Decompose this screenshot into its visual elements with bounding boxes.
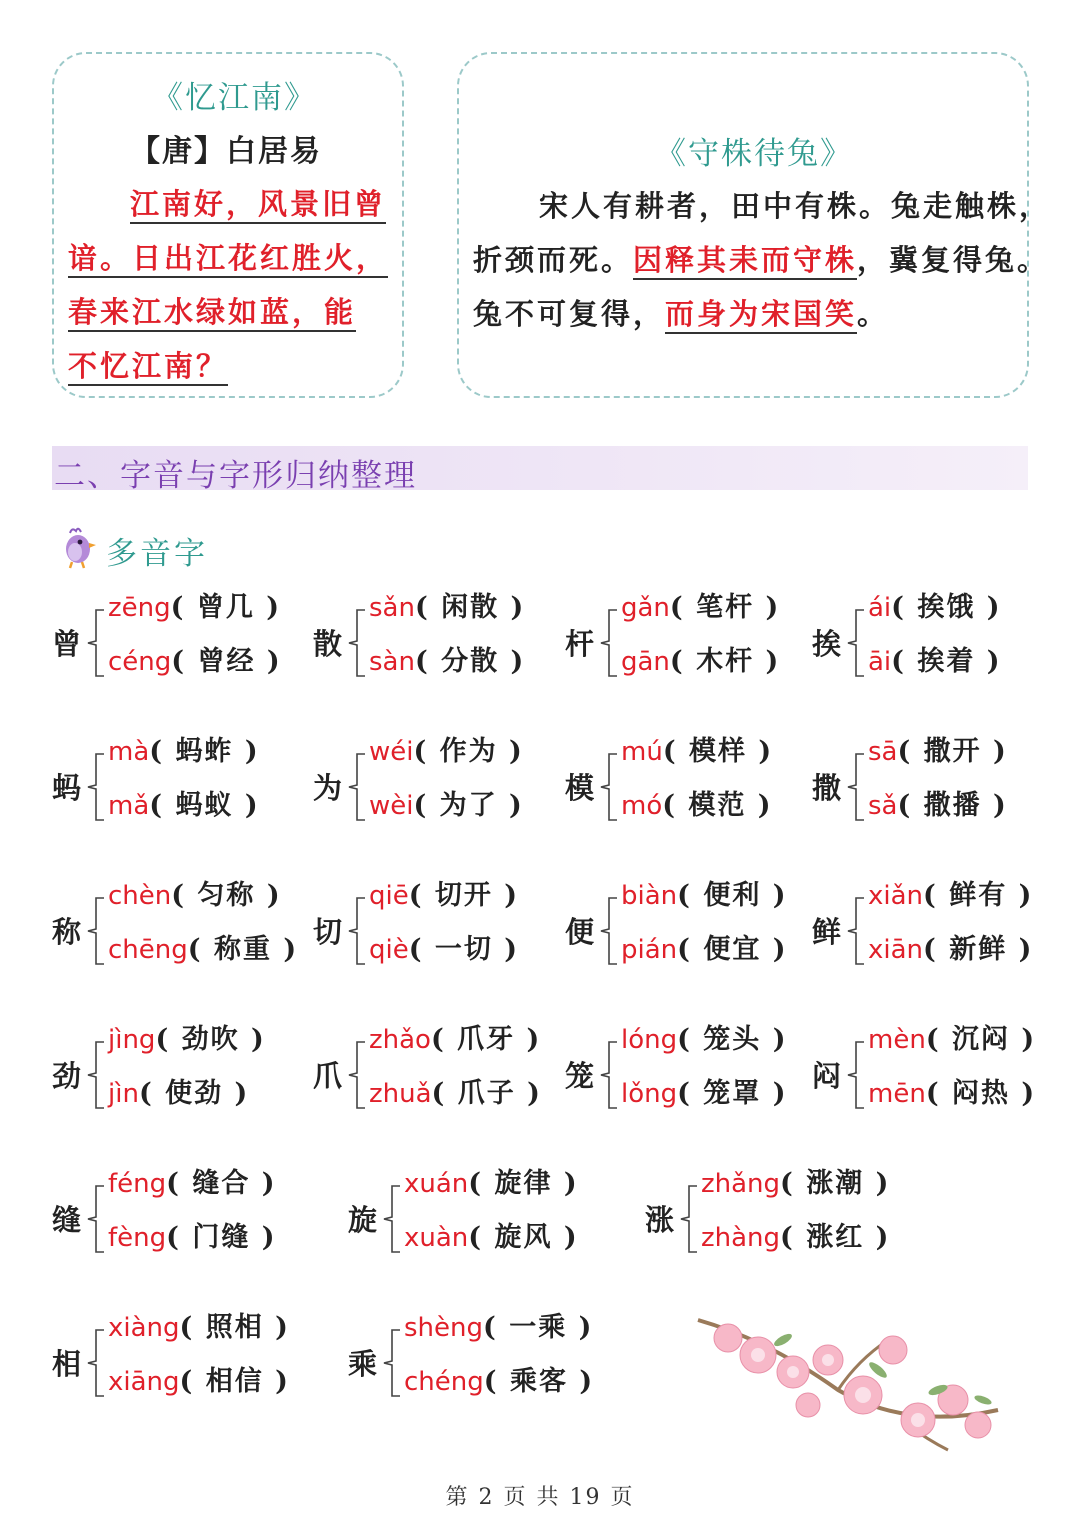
example-word: ( 称重 ) <box>187 934 299 965</box>
polyphone-entry <box>52 734 302 844</box>
example-word: ( 蚂蚁 ) <box>149 790 260 821</box>
polyphone-char: 散 <box>313 627 343 661</box>
polyphone-entry <box>52 1166 302 1276</box>
example-word: ( 分散 ) <box>414 646 526 677</box>
polyphone-entry <box>52 1022 302 1132</box>
polyphone-entry <box>52 1310 302 1420</box>
highlighted-text: 因释其耒而守株 <box>633 243 857 280</box>
polyphone-char: 旋 <box>348 1203 378 1237</box>
polyphone-char: 称 <box>52 915 82 949</box>
example-word: ( 便宜 ) <box>677 934 788 965</box>
brace-icon <box>86 1040 108 1110</box>
brace-icon <box>599 608 621 678</box>
polyphone-entry <box>812 878 1062 988</box>
reading-line <box>108 1166 277 1202</box>
flower-branch-illustration <box>688 1300 1008 1460</box>
polyphone-char: 相 <box>52 1347 82 1381</box>
example-word: ( 曾经 ) <box>171 646 282 677</box>
brace-icon <box>86 752 108 822</box>
pinyin: chēng <box>108 935 188 965</box>
pinyin: mēn <box>868 1079 926 1109</box>
pinyin: wéi <box>369 737 414 767</box>
reading-line <box>108 932 298 968</box>
polyphone-char: 切 <box>313 915 343 949</box>
reading-line <box>108 788 260 824</box>
polyphone-entry <box>645 1166 895 1276</box>
polyphone-char: 撒 <box>812 771 842 805</box>
poem-text: 宋人有耕者，田中有株。兔走触株， <box>539 189 1052 223</box>
brace-icon <box>599 1040 621 1110</box>
reading-line <box>868 788 1008 824</box>
brace-icon <box>347 608 369 678</box>
example-word: ( 切开 ) <box>408 880 520 911</box>
reading-line <box>868 1022 1036 1058</box>
reading-line <box>701 1220 890 1256</box>
polyphone-entry <box>565 1022 815 1132</box>
polyphone-char: 闷 <box>812 1059 842 1093</box>
example-word: ( 模样 ) <box>662 736 774 767</box>
reading-line <box>369 734 524 770</box>
reading-line <box>868 878 1033 914</box>
pinyin: xiàng <box>108 1313 180 1343</box>
polyphone-entry <box>565 590 815 700</box>
reading-line <box>369 590 525 626</box>
example-word: ( 乘客 ) <box>483 1366 595 1397</box>
pinyin: sǎn <box>369 593 415 623</box>
polyphone-char: 杆 <box>565 627 595 661</box>
reading-line <box>404 1166 579 1202</box>
brace-icon <box>86 896 108 966</box>
polyphone-char: 蚂 <box>52 771 82 805</box>
pinyin: sā <box>868 737 898 767</box>
example-word: ( 笼罩 ) <box>677 1078 788 1109</box>
highlighted-text: 江南好，风景旧曾 <box>130 187 386 224</box>
brace-icon <box>347 752 369 822</box>
pinyin: biàn <box>621 881 678 911</box>
example-word: ( 模范 ) <box>662 790 773 821</box>
pinyin: gǎn <box>621 593 670 623</box>
polyphone-char: 挨 <box>812 627 842 661</box>
reading-line <box>621 932 788 968</box>
example-word: ( 一乘 ) <box>483 1312 594 1343</box>
poem2-title: 《守株待兔》 <box>655 136 853 172</box>
poem-text: 兔不可复得， <box>473 297 666 331</box>
polyphone-entry <box>812 590 1062 700</box>
section-title: 二、字音与字形归纳整理 <box>54 458 417 494</box>
poem-text: 折颈而死。 <box>473 243 634 277</box>
pinyin: pián <box>621 935 678 965</box>
pinyin: jìn <box>108 1079 139 1109</box>
example-word: ( 一切 ) <box>408 934 520 965</box>
poem-text: 。 <box>857 297 890 331</box>
example-word: ( 爪子 ) <box>431 1078 542 1109</box>
reading-line <box>369 788 524 824</box>
pinyin: mó <box>621 791 663 821</box>
reading-line <box>108 1310 290 1346</box>
polyphone-char: 为 <box>313 771 343 805</box>
reading-line <box>868 734 1008 770</box>
pinyin: qiē <box>369 881 409 911</box>
pinyin: xuàn <box>404 1223 469 1253</box>
example-word: ( 撒开 ) <box>897 736 1008 767</box>
pinyin: fèng <box>108 1223 167 1253</box>
reading-line <box>404 1310 593 1346</box>
reading-line <box>108 1076 249 1112</box>
polyphone-entry <box>348 1166 598 1276</box>
reading-line <box>108 878 282 914</box>
example-word: ( 闷热 ) <box>925 1078 1037 1109</box>
polyphone-entry <box>812 734 1062 844</box>
example-word: ( 撒播 ) <box>897 790 1008 821</box>
poem-box-shouzhudaitu <box>457 52 1052 398</box>
pinyin: qiè <box>369 935 409 965</box>
pinyin: zhǎng <box>701 1169 781 1199</box>
reading-line <box>621 734 773 770</box>
poem2-line <box>539 184 1051 225</box>
example-word: ( 挨饿 ) <box>891 592 1002 623</box>
example-word: ( 便利 ) <box>677 880 788 911</box>
brace-icon <box>347 896 369 966</box>
example-word: ( 木杆 ) <box>669 646 781 677</box>
pinyin: ái <box>868 593 892 623</box>
poem1-line <box>130 182 386 223</box>
brace-icon <box>86 1328 108 1398</box>
reading-line <box>868 1076 1036 1112</box>
pinyin: sàn <box>369 647 415 677</box>
reading-line <box>369 1022 541 1058</box>
polyphone-char: 缝 <box>52 1203 82 1237</box>
reading-line <box>621 590 780 626</box>
example-word: ( 笼头 ) <box>677 1024 788 1055</box>
poem2-line <box>473 238 1049 279</box>
reading-line <box>621 788 773 824</box>
pinyin: céng <box>108 647 172 677</box>
polyphone-entry <box>565 878 815 988</box>
example-word: ( 旋风 ) <box>468 1222 579 1253</box>
polyphone-entry <box>313 734 563 844</box>
example-word: ( 爪牙 ) <box>430 1024 542 1055</box>
brace-icon <box>86 1184 108 1254</box>
brace-icon <box>86 608 108 678</box>
example-word: ( 劲吹 ) <box>155 1024 266 1055</box>
polyphone-char: 乘 <box>348 1347 378 1381</box>
pinyin: mú <box>621 737 663 767</box>
example-word: ( 曾几 ) <box>170 592 281 623</box>
pinyin: mà <box>108 737 150 767</box>
pinyin: zhàng <box>701 1223 781 1253</box>
polyphone-entry <box>52 878 302 988</box>
reading-line <box>108 734 260 770</box>
polyphone-entry <box>313 1022 563 1132</box>
polyphone-char: 便 <box>565 915 595 949</box>
polyphone-char: 涨 <box>645 1203 675 1237</box>
example-word: ( 沉闷 ) <box>925 1024 1037 1055</box>
example-word: ( 涨潮 ) <box>780 1168 891 1199</box>
example-word: ( 缝合 ) <box>166 1168 277 1199</box>
brace-icon <box>846 896 868 966</box>
example-word: ( 鲜有 ) <box>923 880 1034 911</box>
example-word: ( 笔杆 ) <box>669 592 781 623</box>
pinyin: jìng <box>108 1025 156 1055</box>
poem2-line <box>473 292 889 333</box>
polyphone-char: 劲 <box>52 1059 82 1093</box>
pinyin: wèi <box>369 791 414 821</box>
example-word: ( 照相 ) <box>179 1312 290 1343</box>
reading-line <box>369 1076 542 1112</box>
example-word: ( 相信 ) <box>179 1366 290 1397</box>
reading-line <box>621 644 780 680</box>
poem-box-yijiangnan <box>52 52 404 398</box>
reading-line <box>621 1076 787 1112</box>
pinyin: zēng <box>108 593 171 623</box>
polyphone-entry <box>313 590 563 700</box>
brace-icon <box>599 752 621 822</box>
reading-line <box>868 590 1002 626</box>
example-word: ( 使劲 ) <box>138 1078 250 1109</box>
pinyin: zhǎo <box>369 1025 431 1055</box>
brace-icon <box>382 1184 404 1254</box>
pinyin: gān <box>621 647 670 677</box>
pinyin: chéng <box>404 1367 484 1397</box>
poem1-line <box>68 236 388 277</box>
polyphone-entry <box>565 734 815 844</box>
example-word: ( 新鲜 ) <box>923 934 1034 965</box>
highlighted-text: 不忆江南？ <box>68 349 228 386</box>
pinyin: xiān <box>868 935 924 965</box>
reading-line <box>701 1166 890 1202</box>
polyphone-char: 笼 <box>565 1059 595 1093</box>
bird-icon <box>58 523 98 569</box>
brace-icon <box>347 1040 369 1110</box>
subsection-title: 多音字 <box>106 536 208 572</box>
reading-line <box>621 1022 787 1058</box>
poem1-line <box>68 344 228 385</box>
reading-line <box>621 878 788 914</box>
poem1-author: 【唐】白居易 <box>130 134 322 169</box>
pinyin: féng <box>108 1169 167 1199</box>
reading-line <box>868 932 1033 968</box>
brace-icon <box>679 1184 701 1254</box>
reading-line <box>108 644 282 680</box>
pinyin: mèn <box>868 1025 926 1055</box>
example-word: ( 匀称 ) <box>171 880 282 911</box>
example-word: ( 涨红 ) <box>780 1222 891 1253</box>
example-word: ( 门缝 ) <box>166 1222 277 1253</box>
page-footer: 第 2 页 共 19 页 <box>445 1485 635 1510</box>
pinyin: xuán <box>404 1169 469 1199</box>
pinyin: xiǎn <box>868 881 924 911</box>
polyphone-entry <box>812 1022 1062 1132</box>
reading-line <box>404 1364 594 1400</box>
polyphone-char: 模 <box>565 771 595 805</box>
example-word: ( 作为 ) <box>413 736 524 767</box>
reading-line <box>868 644 1002 680</box>
polyphone-entry <box>52 590 302 700</box>
pinyin: lóng <box>621 1025 678 1055</box>
brace-icon <box>599 896 621 966</box>
pinyin: xiāng <box>108 1367 180 1397</box>
poem1-line <box>68 290 356 331</box>
highlighted-text: 而身为宋国笑 <box>665 297 857 334</box>
pinyin: shèng <box>404 1313 484 1343</box>
example-word: ( 挨着 ) <box>891 646 1002 677</box>
polyphone-char: 曾 <box>52 627 82 661</box>
poem-text: ，冀复得兔。 <box>857 243 1050 277</box>
highlighted-text: 谙。日出江花红胜火， <box>68 241 388 278</box>
pinyin: lǒng <box>621 1079 678 1109</box>
polyphone-char: 鲜 <box>812 915 842 949</box>
reading-line <box>108 1364 290 1400</box>
reading-line <box>404 1220 579 1256</box>
example-word: ( 蚂蚱 ) <box>149 736 260 767</box>
brace-icon <box>382 1328 404 1398</box>
polyphone-entry <box>348 1310 598 1420</box>
poem1-title: 《忆江南》 <box>152 80 317 116</box>
example-word: ( 旋律 ) <box>468 1168 579 1199</box>
reading-line <box>369 932 519 968</box>
pinyin: chèn <box>108 881 172 911</box>
highlighted-text: 春来江水绿如蓝，能 <box>68 295 356 332</box>
brace-icon <box>846 608 868 678</box>
reading-line <box>108 590 281 626</box>
reading-line <box>108 1220 277 1256</box>
brace-icon <box>846 752 868 822</box>
reading-line <box>369 878 519 914</box>
pinyin: zhuǎ <box>369 1079 432 1109</box>
example-word: ( 为了 ) <box>413 790 524 821</box>
reading-line <box>108 1022 266 1058</box>
pinyin: mǎ <box>108 791 150 821</box>
polyphone-entry <box>313 878 563 988</box>
polyphone-char: 爪 <box>313 1059 343 1093</box>
pinyin: āi <box>868 647 892 677</box>
pinyin: sǎ <box>868 791 898 821</box>
reading-line <box>369 644 525 680</box>
brace-icon <box>846 1040 868 1110</box>
example-word: ( 闲散 ) <box>414 592 526 623</box>
